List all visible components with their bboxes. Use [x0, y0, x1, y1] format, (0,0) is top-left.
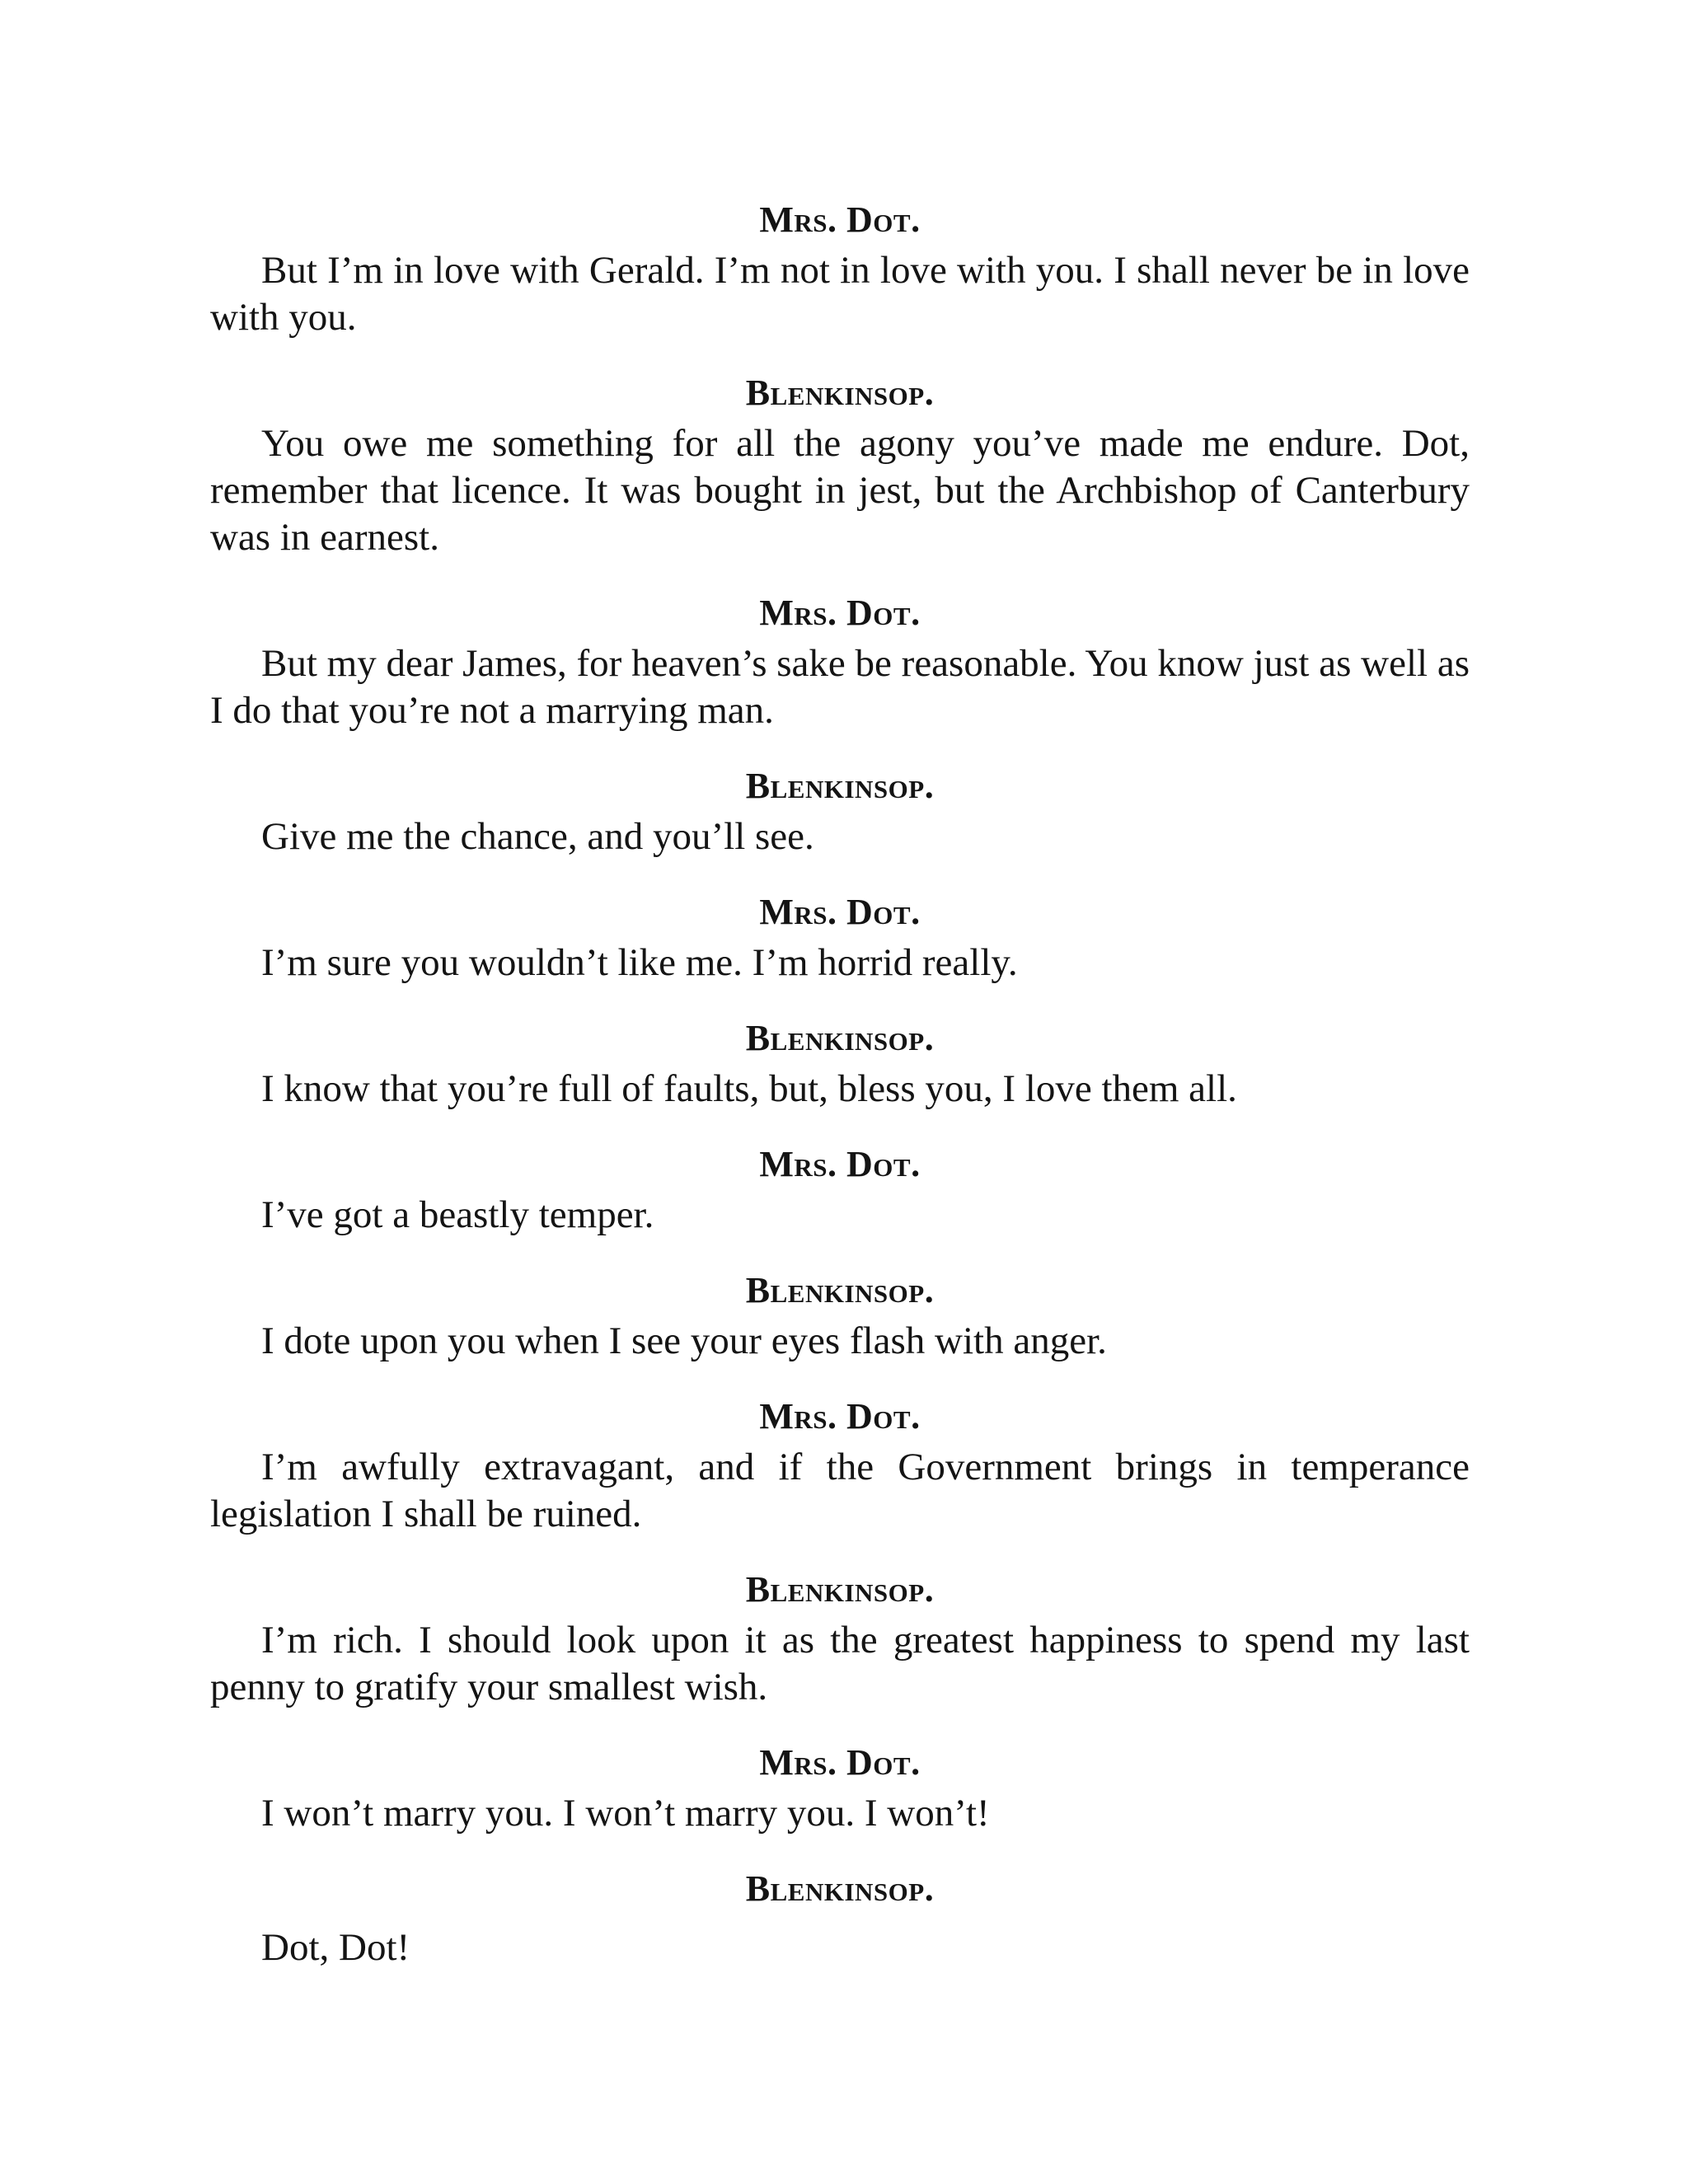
speech-block: [210, 1393, 1470, 1538]
dialogue-line: I’m awfully extravagant, and if the Government brings in temperance legislation I shall be ruined.: [210, 1446, 1470, 1535]
dialogue-line: I’ve got a beastly temper.: [261, 1193, 654, 1236]
speech-block: [210, 589, 1470, 734]
speech-block: [210, 1141, 1470, 1239]
dialogue-line: Dot, Dot!: [261, 1926, 410, 1969]
dialogue-line: You owe me something for all the agony you’ve made me endure. Dot, remember that licence. It was bought in jest, but the Archbishop of Canterbury was in earnest.: [210, 422, 1470, 559]
speaker-name: Blenkinsop.: [745, 1868, 935, 1909]
speaker-name: Blenkinsop.: [745, 1270, 935, 1310]
speech-block: [210, 1865, 1470, 1971]
speaker-name: Blenkinsop.: [745, 373, 935, 413]
speaker-name: Mrs. Dot.: [759, 199, 921, 240]
dialogue-line: But I’m in love with Gerald. I’m not in love with you. I shall never be in love with you.: [210, 249, 1470, 339]
dialogue-line: I dote upon you when I see your eyes flash with anger.: [261, 1319, 1107, 1362]
speaker-name: Mrs. Dot.: [759, 1144, 921, 1184]
speech-block: [210, 888, 1470, 987]
dialogue-line: I won’t marry you. I won’t marry you. I won’t!: [261, 1792, 990, 1835]
speech-block: [210, 1739, 1470, 1837]
speech-block: [210, 196, 1470, 341]
dialogue-line: But my dear James, for heaven’s sake be reasonable. You know just as well as I do that you’re not a marrying man.: [210, 642, 1470, 732]
speech-block: [210, 1015, 1470, 1113]
play-page: [210, 196, 1470, 1999]
speaker-name: Mrs. Dot.: [759, 593, 921, 633]
speaker-name: Mrs. Dot.: [759, 892, 921, 932]
dialogue-line: I’m sure you wouldn’t like me. I’m horrid really.: [261, 941, 1018, 984]
dialogue-line: Give me the chance, and you’ll see.: [261, 815, 814, 858]
dialogue-line: I know that you’re full of faults, but, bless you, I love them all.: [261, 1067, 1237, 1110]
speech-block: [210, 762, 1470, 860]
dialogue-line: I’m rich. I should look upon it as the greatest happiness to spend my last penny to gratify your smallest wish.: [210, 1619, 1470, 1708]
speaker-name: Mrs. Dot.: [759, 1396, 921, 1436]
speech-block: [210, 1566, 1470, 1711]
speaker-name: Blenkinsop.: [745, 766, 935, 806]
speech-block: [210, 369, 1470, 561]
speaker-name: Mrs. Dot.: [759, 1742, 921, 1783]
speech-block: [210, 1267, 1470, 1365]
speaker-name: Blenkinsop.: [745, 1018, 935, 1058]
speaker-name: Blenkinsop.: [745, 1569, 935, 1610]
